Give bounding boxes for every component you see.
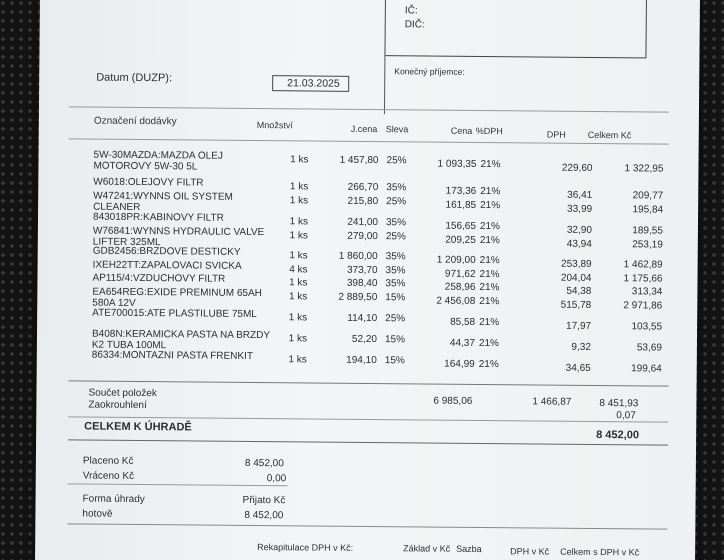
cell-disc: 25% <box>385 231 406 243</box>
cell-total: 253,19 <box>632 239 663 251</box>
cell-rate: 21% <box>479 295 500 308</box>
cell-qty: 1 ks <box>289 277 308 289</box>
final-recipient-label: Konečný příjemce: <box>394 66 465 77</box>
col-header-vat-rate: %DPH <box>475 125 503 137</box>
cell-total: 1 322,95 <box>624 163 664 175</box>
cell-vat: 9,32 <box>571 341 591 353</box>
payment-form-label: Forma úhrady <box>82 493 145 506</box>
cell-price: 2 456,08 <box>436 295 476 307</box>
cell-desc: 86334:MONTAZNI PASTA FRENKIT <box>91 349 254 362</box>
cell-unit: 241,00 <box>347 216 379 229</box>
cell-desc: ATE700015:ATE PLASTILUBE 75ML <box>92 307 257 321</box>
cell-vat: 54,38 <box>566 285 592 297</box>
cell-disc: 35% <box>385 217 407 229</box>
cell-disc: 35% <box>386 182 407 194</box>
cell-unit: 398,40 <box>346 277 378 290</box>
cell-total: 209,77 <box>632 190 664 202</box>
header-bottom-line <box>69 138 669 144</box>
cell-total: 2 971,86 <box>623 300 663 312</box>
vat-recap-rate: Sazba <box>456 543 482 554</box>
cell-disc: 25% <box>386 196 407 208</box>
cell-vat: 33,99 <box>567 203 593 215</box>
cell-price: 971,62 <box>444 268 476 280</box>
cell-total: 103,55 <box>631 321 663 333</box>
total-due-label: CELKEM K ÚHRADĚ <box>84 420 192 434</box>
cell-price: 1 209,00 <box>436 254 476 266</box>
cell-price: 173,36 <box>445 185 477 197</box>
cell-desc: 5W-30MAZDA:MAZDA OLEJ MOTOROVY 5W-30 5L <box>93 149 223 173</box>
cell-total: 1 462,89 <box>623 259 663 271</box>
vat-recap-total: Celkem s DPH v Kč <box>560 546 640 558</box>
vat-recap-label: Rekapitulace DPH v Kč: <box>257 542 354 553</box>
cell-qty: 1 ks <box>289 230 308 242</box>
cell-desc: GDB2456:BRZDOVE DESTICKY <box>92 245 241 258</box>
cell-desc: AP115/4:VZDUCHOVY FILTR <box>92 272 226 285</box>
cell-disc: 15% <box>384 355 405 367</box>
cell-qty: 4 ks <box>289 264 308 276</box>
cell-total: 199,64 <box>631 363 662 375</box>
due-bottom-line <box>68 439 668 445</box>
cell-total: 313,34 <box>631 286 663 298</box>
cell-total: 1 175,66 <box>623 273 663 285</box>
cell-rate: 21% <box>479 281 500 294</box>
col-header-total: Celkem Kč <box>587 129 632 141</box>
cell-unit: 1 457,80 <box>339 154 379 167</box>
cell-unit: 266,70 <box>347 181 379 194</box>
cell-disc: 25% <box>385 313 406 325</box>
cell-desc: W6018:OLEJOVY FILTR <box>93 176 204 189</box>
cell-disc: 15% <box>384 334 406 346</box>
cell-qty: 1 ks <box>290 154 309 166</box>
summary-line <box>69 380 669 386</box>
cell-vat: 229,60 <box>561 162 593 174</box>
cell-vat: 253,89 <box>560 258 592 270</box>
cell-rate: 21% <box>480 199 501 212</box>
cell-total: 53,69 <box>636 342 662 354</box>
cell-price: 164,99 <box>444 358 475 370</box>
cell-unit: 373,70 <box>346 264 378 277</box>
cell-rate: 21% <box>480 185 501 198</box>
items-sum-label: Součet položek <box>88 387 157 400</box>
col-header-vat: DPH <box>546 129 566 140</box>
cell-unit: 1 860,00 <box>338 250 378 263</box>
cell-unit: 279,00 <box>347 230 378 243</box>
cell-qty: 1 ks <box>288 354 307 366</box>
cell-desc: EA654REG:EXIDE PREMINUM 65AH 580A 12V <box>92 286 262 309</box>
cell-total: 189,55 <box>632 225 663 237</box>
invoice-sheet <box>35 0 700 560</box>
paid-label: Placeno Kč <box>82 455 134 467</box>
vat-recap-vat: DPH v Kč <box>510 546 550 557</box>
col-header-unit-price: J.cena <box>350 123 378 135</box>
col-header-price: Cena <box>450 125 473 136</box>
cell-desc: W47241:WYNNS OIL SYSTEM CLEANER <box>93 190 233 214</box>
cell-price: 156,65 <box>445 220 477 232</box>
cell-rate: 21% <box>480 158 501 171</box>
cell-vat: 204,04 <box>560 272 592 284</box>
received-label: Přijato Kč <box>242 494 286 507</box>
cell-vat: 515,78 <box>560 299 592 311</box>
cell-rate: 21% <box>478 358 499 371</box>
returned-label: Vráceno Kč <box>82 470 135 482</box>
col-header-discount: Sleva <box>385 124 409 135</box>
cell-price: 258,96 <box>444 281 476 293</box>
cell-vat: 32,90 <box>566 224 592 236</box>
cell-disc: 35% <box>385 251 406 263</box>
cash-label: hotově <box>82 508 113 520</box>
col-header-item: Označení dodávky <box>93 115 177 128</box>
cash-value: 8 452,00 <box>244 509 284 522</box>
cell-qty: 1 ks <box>289 195 309 207</box>
cell-rate: 21% <box>479 268 500 281</box>
cell-price: 44,37 <box>449 337 475 349</box>
box-divider <box>384 54 386 114</box>
cell-vat: 17,97 <box>566 320 592 332</box>
cell-price: 209,25 <box>445 234 476 246</box>
cell-rate: 21% <box>479 316 500 329</box>
cell-rate: 21% <box>479 220 501 233</box>
paid-value: 8 452,00 <box>244 457 284 470</box>
rounding-value: 0,07 <box>616 410 636 422</box>
cell-unit: 52,20 <box>351 333 378 346</box>
header-top-line <box>69 106 669 112</box>
cell-unit: 114,10 <box>347 312 378 325</box>
date-value: 21.03.2025 <box>287 77 340 90</box>
cell-price: 85,58 <box>450 316 476 328</box>
cell-qty: 1 ks <box>289 181 309 193</box>
ic-label: IČ: <box>404 5 418 17</box>
sum-total: 8 451,93 <box>599 398 639 410</box>
cell-price: 1 093,35 <box>437 158 477 170</box>
col-header-qty: Množství <box>256 120 293 131</box>
cell-price: 161,85 <box>445 199 477 211</box>
sum-base: 6 985,06 <box>433 395 473 407</box>
cell-qty: 1 ks <box>288 312 308 324</box>
cell-desc: W76841:WYNNS HYDRAULIC VALVE LIFTER 325ML <box>92 225 265 249</box>
vat-recap-line <box>67 523 667 529</box>
sum-vat: 1 466,87 <box>532 396 572 408</box>
cell-disc: 35% <box>385 265 406 277</box>
dic-label: DIČ: <box>404 19 425 31</box>
vat-recap-base: Základ v Kč <box>403 543 451 554</box>
cell-desc: IXEH22TT:ZAPALOVACI SVICKA <box>92 259 242 272</box>
cell-vat: 34,65 <box>565 362 591 374</box>
cell-unit: 215,80 <box>347 195 379 208</box>
rounding-label: Zaokrouhlení <box>88 399 147 412</box>
total-due-value: 8 452,00 <box>596 428 640 442</box>
cell-rate: 21% <box>479 254 500 267</box>
date-label: Datum (DUZP): <box>96 71 173 85</box>
cell-rate: 21% <box>478 337 499 350</box>
cell-desc: B408N:KERAMICKA PASTA NA BRZDY K2 TUBA 100ML <box>91 328 270 352</box>
cell-qty: 1 ks <box>289 250 308 262</box>
cell-disc: 35% <box>385 278 406 290</box>
cell-disc: 15% <box>385 292 406 304</box>
cell-total: 195,84 <box>632 204 664 216</box>
returned-value: 0,00 <box>266 473 287 485</box>
cell-unit: 194,10 <box>346 354 377 367</box>
cell-qty: 1 ks <box>288 333 308 345</box>
cell-vat: 43,94 <box>566 238 592 250</box>
cell-rate: 21% <box>479 234 500 247</box>
payment-line <box>68 483 288 486</box>
cell-desc: 843018PR:KABINOVY FILTR <box>92 211 224 224</box>
cell-disc: 25% <box>386 155 407 167</box>
cell-qty: 1 ks <box>289 216 309 228</box>
cell-qty: 1 ks <box>288 291 308 303</box>
cell-vat: 36,41 <box>567 189 593 201</box>
cell-unit: 2 889,50 <box>338 291 378 304</box>
